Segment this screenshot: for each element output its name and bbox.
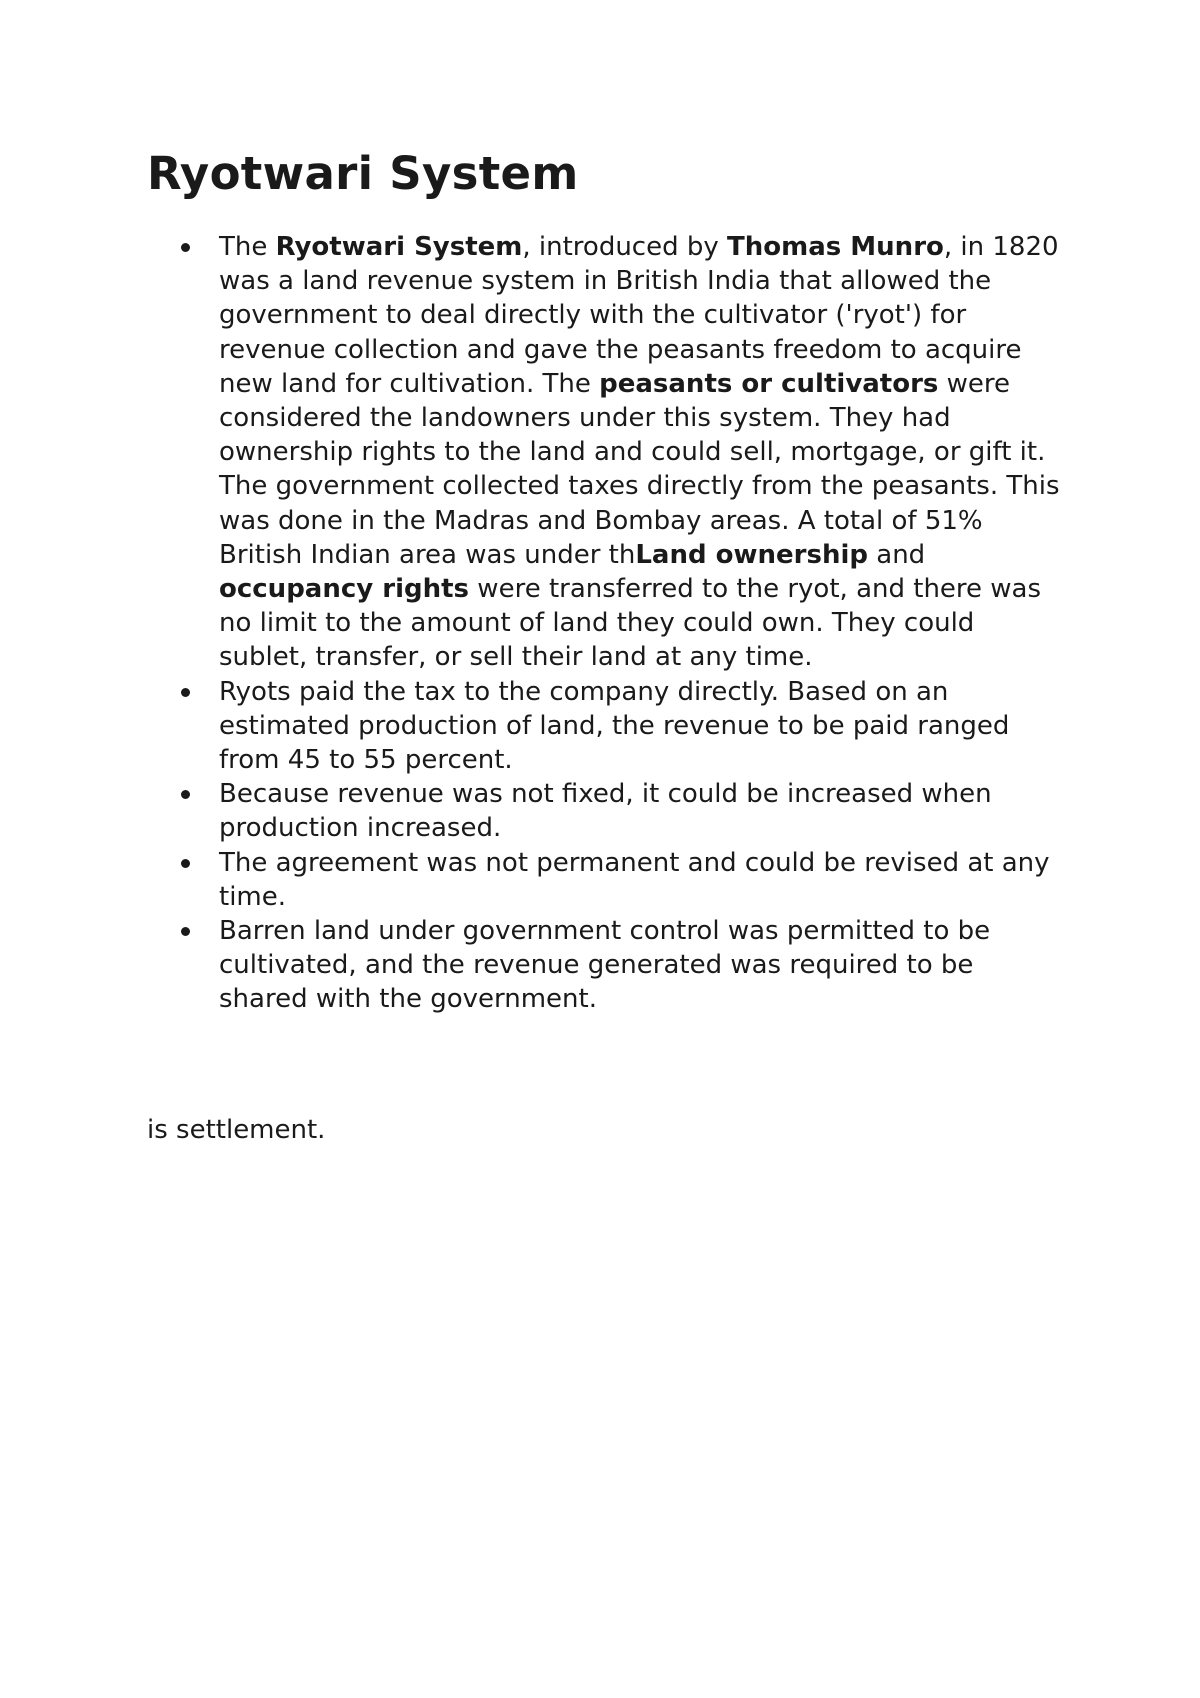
trailing-paragraph: is settlement.	[147, 1115, 326, 1145]
text-run: Ryots paid the tax to the company directly. Based on an estimated production of land, the revenue to be paid ranged from 45 to 55 percent.	[219, 676, 1010, 776]
text-run: Barren land under government control was permitted to be cultivated, and the revenue generated was required to be shared with the government.	[219, 916, 991, 1015]
list-item	[147, 230, 1067, 675]
bold-term: Thomas Munro	[727, 232, 944, 262]
bold-term: occupancy rights	[219, 574, 470, 605]
bullet-icon	[181, 859, 190, 868]
bold-term: Ryotwari System	[275, 232, 523, 262]
list-item	[147, 777, 1067, 845]
bullet-list	[147, 230, 1067, 1017]
list-item	[147, 675, 1067, 778]
text-run: were considered the landowners under this system. They had ownership rights to the land and could sell, mortgage, or gift it. The government collected taxes directly from the peasants. This was done in the Madras and Bombay areas. A total of 51% British Indian area was under th	[219, 368, 1060, 570]
list-item	[147, 846, 1067, 914]
page-title: Ryotwari System	[147, 147, 579, 200]
list-item	[147, 914, 1067, 1017]
bullet-icon	[181, 790, 190, 799]
text-run: were transferred to the ryot, and there was no limit to the amount of land they could own. They could sublet, transfer, or sell their land at any time.	[219, 574, 1042, 673]
text-run: , introduced by	[522, 232, 728, 262]
text-run: The agreement was not permanent and could be revised at any time.	[219, 847, 1050, 912]
bullet-icon	[181, 243, 190, 252]
bold-term: peasants or cultivators	[599, 368, 939, 399]
bullet-icon	[181, 688, 190, 697]
text-run: , in 1820 was a land revenue system in British India that allowed the government to deal directly with the cultivator ('ryot') for revenue collection and gave the peasants freedom to acquire new land for cultivation. The	[219, 232, 1059, 399]
bullet-icon	[181, 927, 190, 936]
text-run: Because revenue was not fixed, it could be increased when production increased.	[219, 779, 992, 844]
text-run: The	[219, 232, 276, 262]
bold-term: Land ownership	[635, 539, 868, 570]
text-run: and	[868, 539, 926, 570]
